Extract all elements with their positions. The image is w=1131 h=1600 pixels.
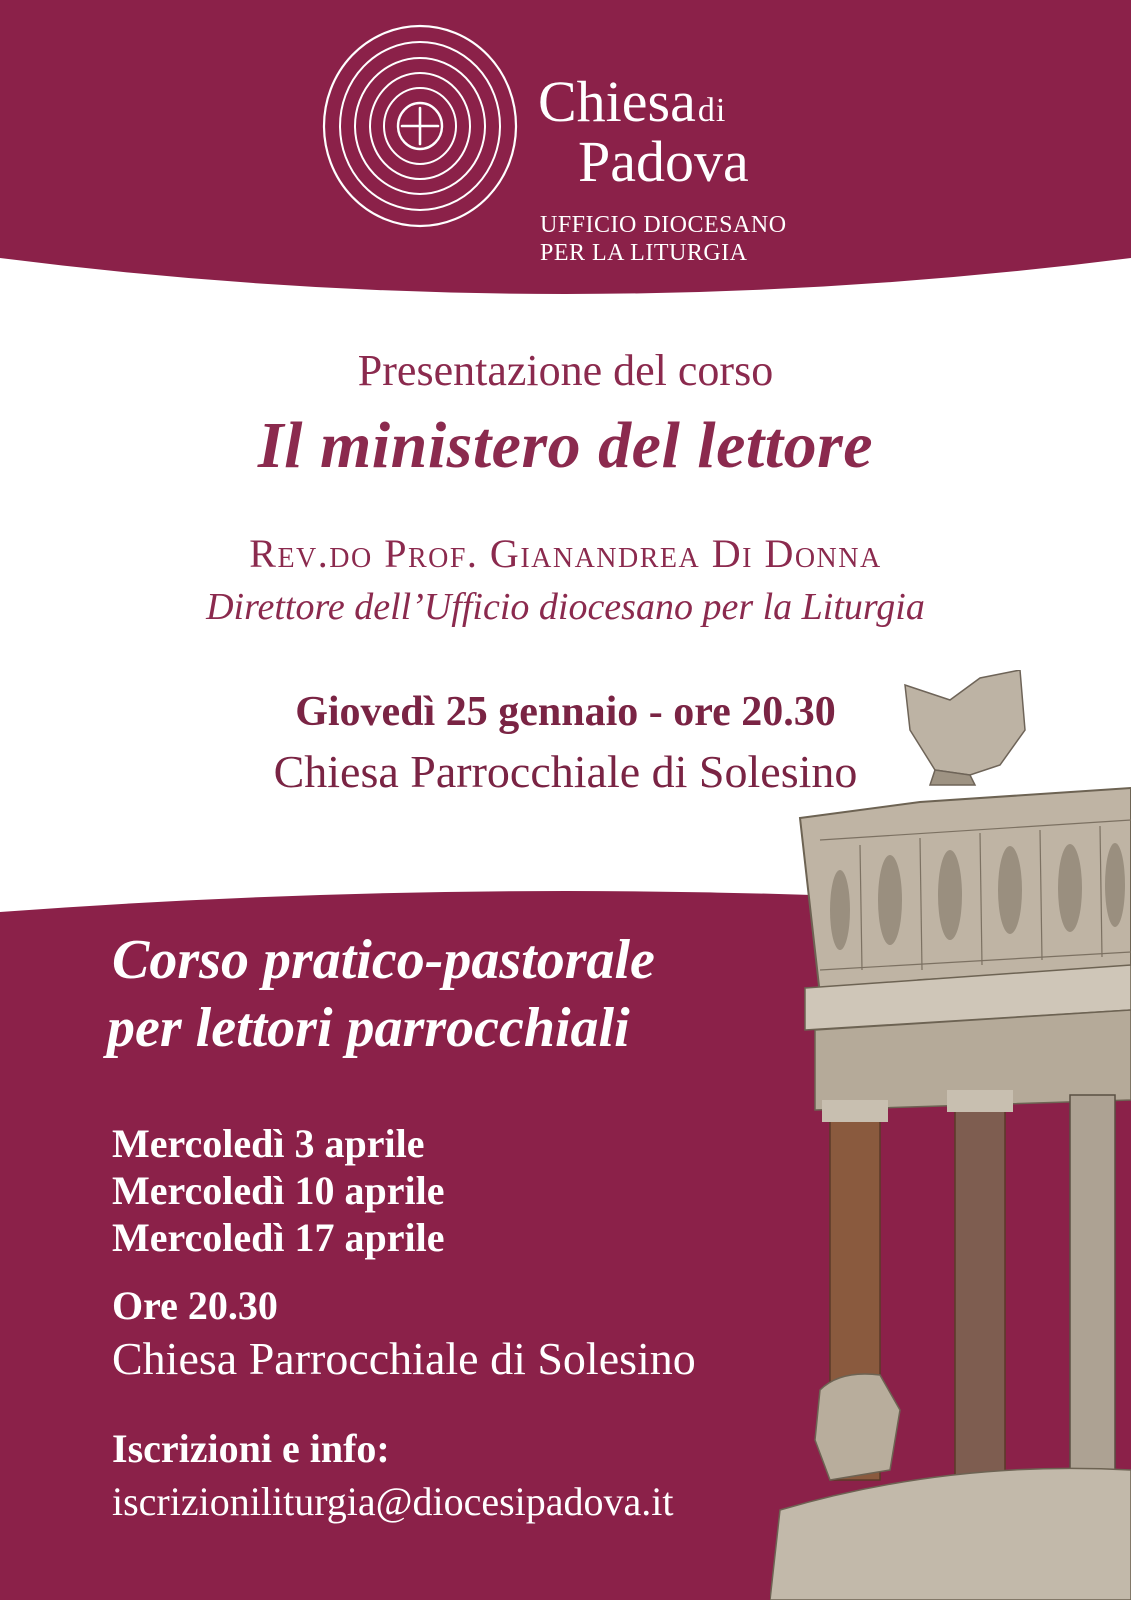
office-line2: PER LA LITURGIA (540, 240, 748, 266)
carved-marble-pulpit-with-eagle-icon (770, 670, 1131, 1600)
pulpit-column-right (1070, 1095, 1115, 1480)
eagle-lectern (905, 670, 1025, 785)
course-title-line2: per lettori parrocchiali (107, 997, 630, 1059)
presentation-date-time: Giovedì 25 gennaio - ore 20.30 (295, 689, 836, 735)
pulpit-column-center (955, 1100, 1005, 1480)
course-date-2: Mercoledì 10 aprile (112, 1168, 445, 1213)
course-location: Chiesa Parrocchiale di Solesino (112, 1333, 696, 1384)
course-dates (112, 1120, 445, 1261)
brand-di: di (697, 92, 727, 129)
speaker-name: Rev.do Prof. Gianandrea Di Donna (249, 531, 882, 576)
info-label: Iscrizioni e info: (112, 1426, 390, 1471)
course-date-1: Mercoledì 3 aprile (112, 1121, 425, 1166)
brand-padova: Padova (578, 129, 749, 194)
office-line1: UFFICIO DIOCESANO (540, 212, 787, 238)
course-title-line1: Corso pratico-pastorale (112, 929, 655, 991)
course-time: Ore 20.30 (112, 1283, 278, 1328)
pulpit-lion (815, 1374, 900, 1480)
pulpit-base (770, 1468, 1131, 1600)
presentation-title: Il ministero del lettore (257, 409, 874, 482)
concentric-spiral-cross-logo-icon (320, 22, 520, 232)
presentation-intro: Presentazione del corso (357, 346, 774, 395)
course-date-3: Mercoledì 17 aprile (112, 1215, 445, 1260)
presentation-location: Chiesa Parrocchiale di Solesino (273, 746, 858, 797)
speaker-role: Direttore dell’Ufficio diocesano per la Liturgia (206, 586, 925, 628)
contact-email: iscrizioniliturgia@diocesipadova.it (112, 1479, 674, 1524)
brand-chiesa: Chiesa (538, 69, 696, 134)
